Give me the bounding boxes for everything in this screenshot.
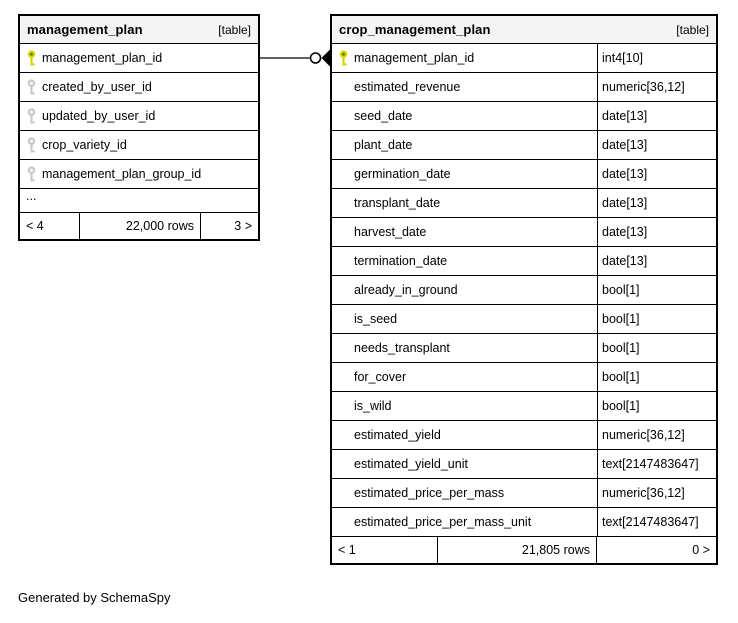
table-title[interactable]: management_plan <box>27 22 143 37</box>
column-row[interactable] <box>20 160 258 189</box>
column-type: date[13] <box>597 218 716 246</box>
column-name: is_wild <box>354 399 392 413</box>
column-type: date[13] <box>597 131 716 159</box>
column-type: date[13] <box>597 247 716 275</box>
column-row[interactable] <box>332 73 716 102</box>
table-type-badge: [table] <box>218 22 251 37</box>
column-row[interactable] <box>332 479 716 508</box>
column-row[interactable] <box>20 73 258 102</box>
open-circle-end-icon <box>311 53 321 63</box>
column-name: estimated_price_per_mass_unit <box>354 515 532 529</box>
foreign-key-icon <box>20 102 42 130</box>
column-row[interactable] <box>332 102 716 131</box>
column-name: crop_variety_id <box>42 138 127 152</box>
row-count: 22,000 rows <box>80 213 201 239</box>
column-name: already_in_ground <box>354 283 458 297</box>
column-type: date[13] <box>597 160 716 188</box>
column-row[interactable] <box>332 189 716 218</box>
column-name: created_by_user_id <box>42 80 152 94</box>
column-name: estimated_yield_unit <box>354 457 468 471</box>
column-type: bool[1] <box>597 276 716 304</box>
wedge-end-icon <box>322 50 331 67</box>
related-right-count: 3 > <box>234 219 252 233</box>
column-row[interactable] <box>332 247 716 276</box>
column-name: for_cover <box>354 370 407 384</box>
column-name: transplant_date <box>354 196 441 210</box>
column-row[interactable] <box>332 44 716 73</box>
column-name: updated_by_user_id <box>42 109 156 123</box>
row-count: 21,805 rows <box>438 537 597 563</box>
column-type: numeric[36,12] <box>597 421 716 449</box>
column-row[interactable] <box>332 421 716 450</box>
column-type: numeric[36,12] <box>597 73 716 101</box>
column-name: needs_transplant <box>354 341 450 355</box>
column-type: text[2147483647] <box>597 450 716 478</box>
column-name: estimated_yield <box>354 428 441 442</box>
truncated-columns-indicator: ... <box>20 189 258 213</box>
column-row[interactable] <box>332 305 716 334</box>
primary-key-icon <box>332 44 354 72</box>
column-row[interactable] <box>332 363 716 392</box>
table-type-badge: [table] <box>676 22 709 37</box>
column-name: estimated_revenue <box>354 80 461 94</box>
column-row[interactable] <box>332 334 716 363</box>
column-type: bool[1] <box>597 392 716 420</box>
column-row[interactable] <box>20 102 258 131</box>
column-row[interactable] <box>332 218 716 247</box>
column-row[interactable] <box>332 131 716 160</box>
table-title[interactable]: crop_management_plan <box>339 22 491 37</box>
column-row[interactable] <box>20 131 258 160</box>
column-type: bool[1] <box>597 334 716 362</box>
column-name: harvest_date <box>354 225 427 239</box>
column-type: numeric[36,12] <box>597 479 716 507</box>
column-type: date[13] <box>597 189 716 217</box>
column-row[interactable] <box>332 450 716 479</box>
table-footer <box>332 537 716 563</box>
column-name: management_plan_id <box>354 51 475 65</box>
column-type: text[2147483647] <box>597 508 716 536</box>
column-name: management_plan_id <box>42 51 163 65</box>
column-name: estimated_price_per_mass <box>354 486 505 500</box>
generated-by-caption: Generated by SchemaSpy <box>18 590 171 605</box>
foreign-key-icon <box>20 73 42 101</box>
foreign-key-icon <box>20 131 42 159</box>
foreign-key-icon <box>20 160 42 188</box>
related-left-count: < 1 <box>332 537 438 563</box>
column-name: management_plan_group_id <box>42 167 202 181</box>
column-row[interactable] <box>332 160 716 189</box>
table-header <box>332 16 716 44</box>
column-name: termination_date <box>354 254 448 268</box>
column-name: is_seed <box>354 312 398 326</box>
column-type: bool[1] <box>597 305 716 333</box>
table-crop-management-plan[interactable] <box>330 14 718 565</box>
table-management-plan[interactable] <box>18 14 260 241</box>
column-row[interactable] <box>20 44 258 73</box>
column-type: date[13] <box>597 102 716 130</box>
column-name: seed_date <box>354 109 413 123</box>
table-footer <box>20 213 258 239</box>
table-header <box>20 16 258 44</box>
column-row[interactable] <box>332 276 716 305</box>
column-name: plant_date <box>354 138 413 152</box>
column-type: bool[1] <box>597 363 716 391</box>
primary-key-icon <box>20 44 42 72</box>
column-row[interactable] <box>332 392 716 421</box>
related-right-count: 0 > <box>692 543 710 557</box>
column-row[interactable] <box>332 508 716 537</box>
related-left-count: < 4 <box>20 213 80 239</box>
column-type: int4[10] <box>597 44 716 72</box>
column-name: germination_date <box>354 167 451 181</box>
fk-relationship-connector <box>258 44 330 72</box>
